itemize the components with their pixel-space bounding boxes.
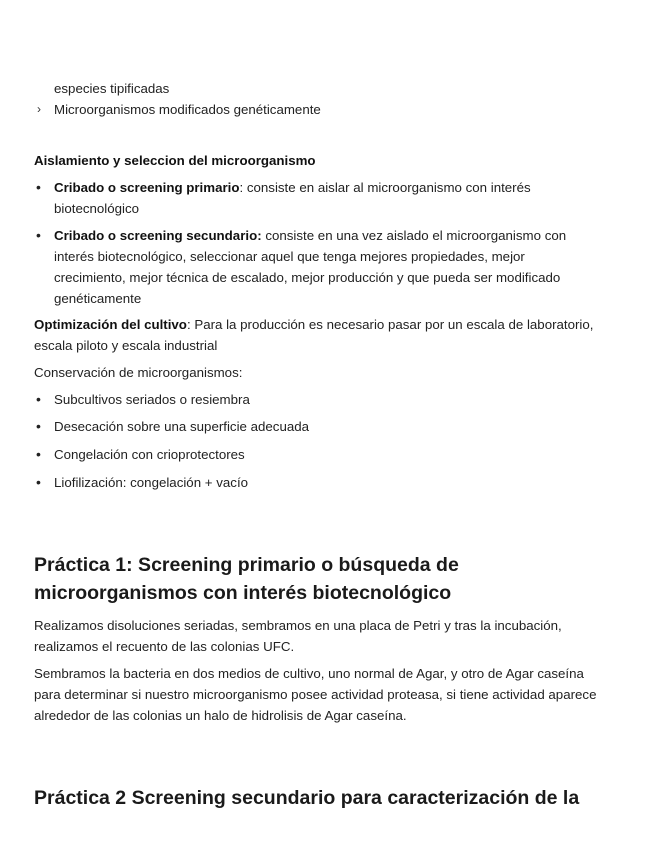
list-item: Liofilización: congelación + vacío [54,475,249,490]
bullet-icon: • [36,391,41,407]
heading-practica-2: Práctica 2 Screening secundario para caracterización de la [34,787,580,809]
section-heading-aislamiento: Aislamiento y seleccion del microorganismo [34,153,316,168]
list-item: Microorganismos modificados genéticamente [54,102,321,117]
bullet-icon: • [36,227,41,243]
list-item: Desecación sobre una superficie adecuada [54,419,310,434]
paragraph-practica-1-b: Sembramos la bacteria en dos medios de cultivo, uno normal de Agar, y otro de Agar caseína para determinar si nuestro microorganismo posee actividad proteasa, si tiene actividad aparece alrededor de las colonias un halo de hidrolisis de Agar caseína. [34,666,597,723]
list-item: Congelación con crioprotectores [54,447,245,462]
paragraph-conservacion-intro: Conservación de microorganismos: [34,365,243,380]
heading-practica-1: Práctica 1: Screening primario o búsqueda de microorganismos con interés biotecnológico [34,554,459,604]
bullet-icon: • [36,446,41,462]
list-item-cribado-primario: Cribado o screening primario: consiste en aislar al microorganismo con interés biotecnológico [54,180,531,216]
bullet-icon: • [36,418,41,434]
list-item: Subcultivos seriados o resiembra [54,392,250,407]
bullet-icon: • [36,474,41,490]
paragraph-practica-1-a: Realizamos disoluciones seriadas, sembramos en una placa de Petri y tras la incubación, realizamos el recuento de las colonias UFC. [34,618,562,654]
paragraph-optimizacion: Optimización del cultivo: Para la producción es necesario pasar por un escala de laboratorio, escala piloto y escala industrial [34,317,594,353]
chevron-right-icon: › [37,102,41,116]
list-item-cribado-secundario: Cribado o screening secundario: consiste en una vez aislado el microorganismo con interés biotecnológico, seleccionar aquel que tenga mejores propiedades, mejor crecimiento, mejor técnica de escalado, mejor producción y que pueda ser modificado genéticamente [54,228,567,306]
bullet-icon: • [36,179,41,195]
list-continuation-text: especies tipificadas [54,81,170,96]
